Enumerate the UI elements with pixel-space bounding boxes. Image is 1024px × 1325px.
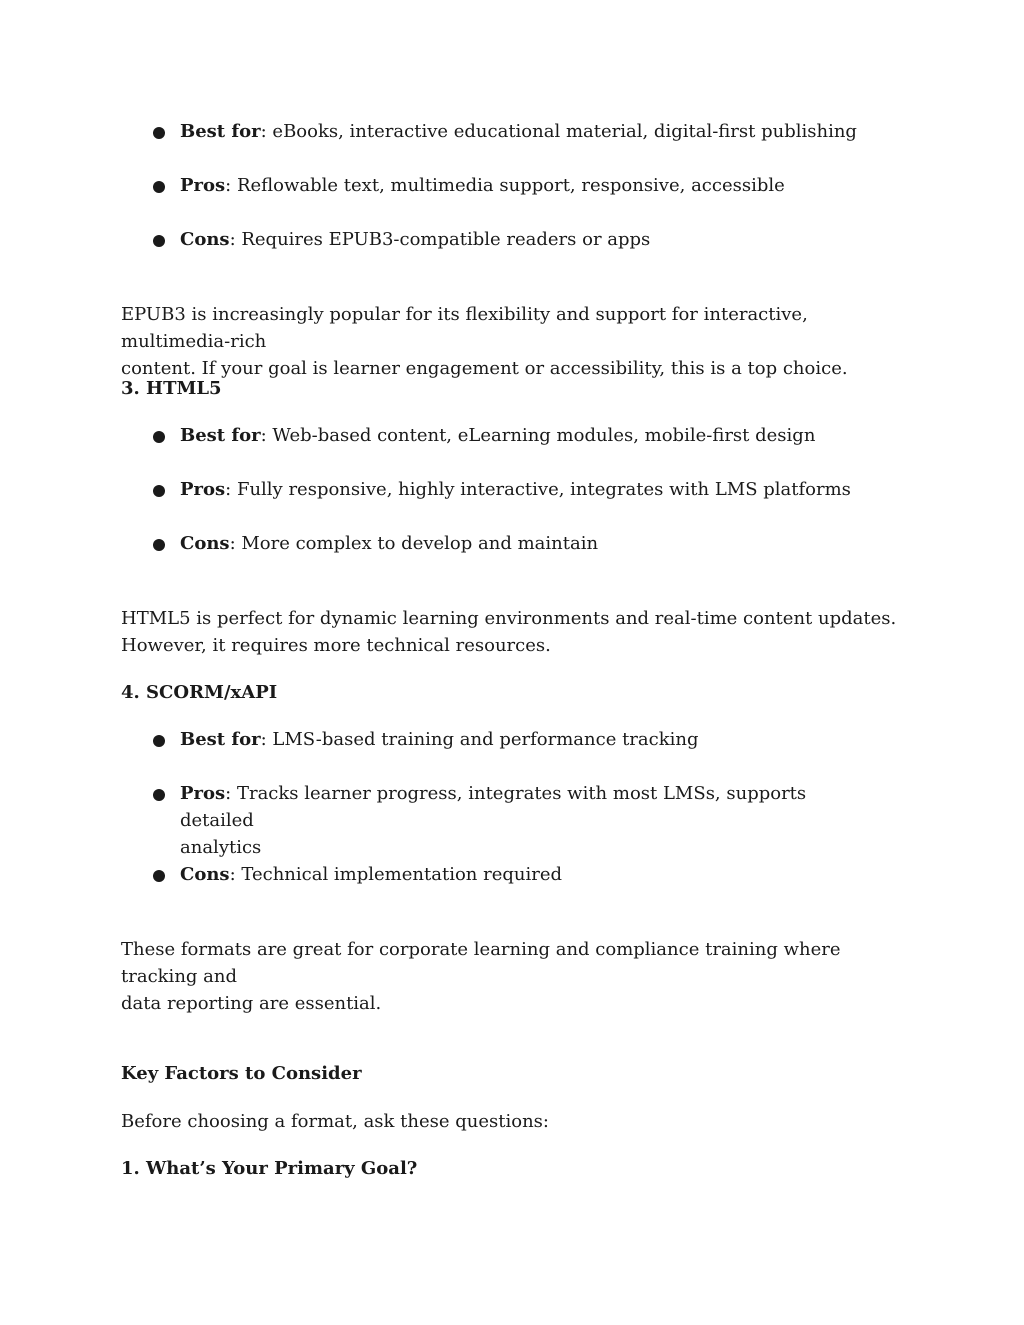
bullet-text: : Reflowable text, multimedia support, responsive, accessible: [225, 175, 785, 196]
bullet-text: : LMS-based training and performance tracking: [260, 729, 699, 750]
bullet-marker: [153, 181, 165, 193]
bullet-marker: [153, 870, 165, 882]
bullet-marker: [153, 235, 165, 247]
section-heading-scorm: 4. SCORM/xAPI: [121, 682, 278, 703]
bullet-label: Best for: [180, 425, 261, 446]
bullet-text: : Web-based content, eLearning modules, mobile-first design: [260, 425, 816, 446]
paragraph-html5-summary: [121, 605, 911, 659]
bullet-marker: [153, 789, 165, 801]
paragraph-line: These formats are great for corporate learning and compliance training where tracking and: [121, 939, 841, 987]
bullet-text: : Fully responsive, highly interactive, integrates with LMS platforms: [225, 479, 851, 500]
bullet-marker: [153, 735, 165, 747]
bullet-text: : Requires EPUB3-compatible readers or apps: [229, 229, 651, 250]
bullet-label: Best for: [180, 729, 261, 750]
bullet-text: : More complex to develop and maintain: [229, 533, 599, 554]
bullet-label: Cons: [180, 229, 230, 250]
bullet-pros-html5: [180, 476, 880, 503]
bullet-label: Pros: [180, 479, 226, 500]
bullet-text: : Technical implementation required: [229, 864, 563, 885]
bullet-best-for-scorm: [180, 726, 880, 753]
paragraph-line: data reporting are essential.: [121, 993, 382, 1014]
bullet-best-for-epub3: [180, 118, 880, 145]
bullet-label: Cons: [180, 864, 230, 885]
paragraph-line: EPUB3 is increasingly popular for its flexibility and support for interactive, multimedia-rich: [121, 304, 808, 352]
section-heading-html5: 3. HTML5: [121, 378, 222, 399]
bullet-marker: [153, 431, 165, 443]
bullet-label: Pros: [180, 175, 226, 196]
paragraph-line: content. If your goal is learner engagement or accessibility, this is a top choice.: [121, 358, 848, 379]
bullet-text: : eBooks, interactive educational material, digital-first publishing: [260, 121, 857, 142]
paragraph-line: However, it requires more technical resources.: [121, 635, 551, 656]
paragraph-scorm-summary: [121, 936, 911, 1017]
paragraph-epub3-summary: [121, 301, 911, 382]
bullet-cons-html5: [180, 530, 880, 557]
bullet-marker: [153, 127, 165, 139]
bullet-label: Best for: [180, 121, 261, 142]
bullet-best-for-html5: [180, 422, 880, 449]
bullet-label: Cons: [180, 533, 230, 554]
bullet-cons-epub3: [180, 226, 880, 253]
bullet-marker: [153, 539, 165, 551]
paragraph-line: HTML5 is perfect for dynamic learning environments and real-time content updates.: [121, 608, 897, 629]
bullet-text-continuation: analytics: [180, 837, 262, 858]
bullet-text: : Tracks learner progress, integrates with most LMSs, supports detailed: [180, 783, 807, 831]
bullet-cons-scorm: [180, 861, 880, 888]
bullet-pros-scorm: [180, 780, 880, 861]
paragraph-key-factors-intro: Before choosing a format, ask these questions:: [121, 1111, 549, 1132]
bullet-marker: [153, 485, 165, 497]
bullet-pros-epub3: [180, 172, 880, 199]
section-heading-key-factors: Key Factors to Consider: [121, 1063, 362, 1084]
bullet-label: Pros: [180, 783, 226, 804]
subheading-primary-goal: 1. What’s Your Primary Goal?: [121, 1158, 418, 1179]
